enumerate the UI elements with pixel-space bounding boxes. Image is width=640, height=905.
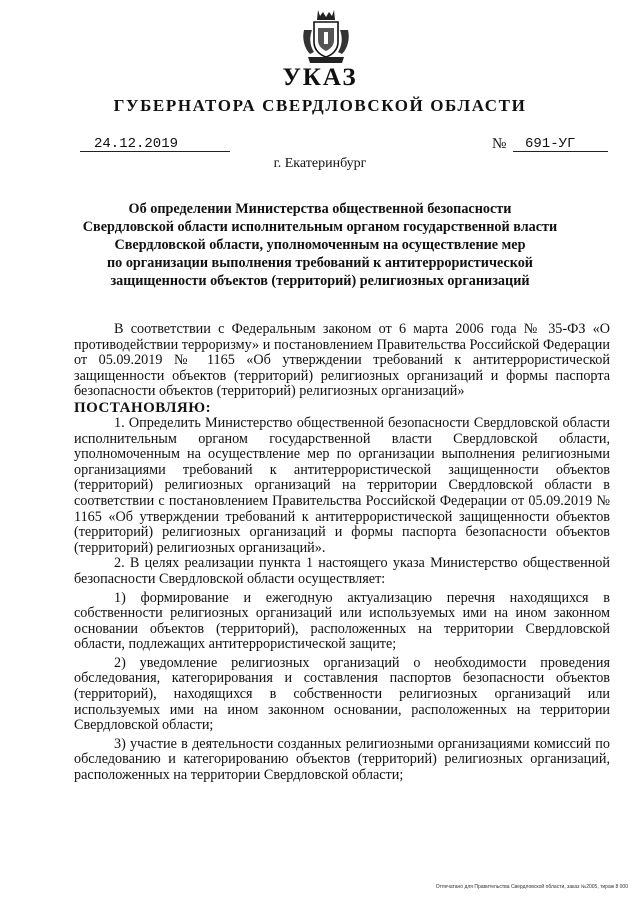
heading-line: Свердловской области исполнительным органом государственной власти bbox=[82, 219, 558, 235]
print-footer-note: Отпечатано для Правительства Свердловской области, заказ №2005, тираж 8 000 bbox=[435, 884, 628, 890]
subitem-3-paragraph: 3) участие в деятельности созданных религиозными организациями комиссий по обследованию и категорированию объектов (территорий) религиозных организаций, расположенных на территории Свердловской области; bbox=[74, 735, 610, 784]
heading-line: Об определении Министерства общественной безопасности bbox=[128, 201, 512, 217]
heading-line: по организации выполнения требований к антитеррористической bbox=[107, 255, 533, 271]
document-number: 691-УГ bbox=[525, 136, 576, 152]
item-1-paragraph: 1. Определить Министерство общественной безопасности Свердловской области исполнительным органом государственной власти Свердловской области, уполномоченным на осуществление мер по организации выполнения религиозными организациями требований к антитеррористической защищенности объектов (территорий) религиозных организаций на территории Свердловской области в соответствии с постановлением Правительства Российской Федерации от 05.09.2019 № 1165 «Об утверждении требований к антитеррористической защищенности объектов (территорий) религиозных организаций и формы паспорта безопасности объектов (территорий) религиозных организаций». bbox=[74, 414, 610, 556]
coat-of-arms-icon bbox=[300, 8, 352, 66]
subitem-2-paragraph: 2) уведомление религиозных организаций о необходимости проведения обследования, категорирования и составления паспортов безопасности объектов (территорий), находящихся в собственности религиозных организаций или используемых ими на ином законном основании, расположенных на территории Свердловской области; bbox=[74, 654, 610, 734]
document-body bbox=[74, 322, 610, 784]
decree-word: ПОСТАНОВЛЯЮ: bbox=[74, 399, 212, 416]
document-city: г. Екатеринбург bbox=[273, 156, 367, 171]
document-title: УКАЗ bbox=[282, 64, 358, 91]
number-sign: № bbox=[492, 136, 507, 152]
subitem-1-paragraph: 1) формирование и ежегодную актуализацию перечня находящихся в собственности религиозных организаций или используемых ими на ином законном основании объектов (территорий), расположенных на территории Свердловской области, подлежащих антитеррористической защите; bbox=[74, 589, 610, 653]
heading-line: Свердловской области, уполномоченным на осуществление мер bbox=[114, 237, 526, 253]
preamble-paragraph: В соответствии с Федеральным законом от 6 марта 2006 года № 35-ФЗ «О противодействии терроризму» и постановлением Правительства Российской Федерации от 05.09.2019 № 1165 «Об утверждении требований к антитеррористической защищенности объектов (территорий) религиозных организаций и формы паспорта безопасности объектов (территорий) религиозных организаций» bbox=[74, 321, 610, 400]
document-heading bbox=[70, 200, 570, 290]
heading-line: защищенности объектов (территорий) религиозных организаций bbox=[110, 273, 530, 289]
document-subtitle: ГУБЕРНАТОРА СВЕРДЛОВСКОЙ ОБЛАСТИ bbox=[113, 96, 527, 115]
document-date: 24.12.2019 bbox=[94, 136, 179, 152]
item-2-paragraph: 2. В целях реализации пункта 1 настоящего указа Министерство общественной безопасности Свердловской области осуществляет: bbox=[74, 555, 610, 587]
